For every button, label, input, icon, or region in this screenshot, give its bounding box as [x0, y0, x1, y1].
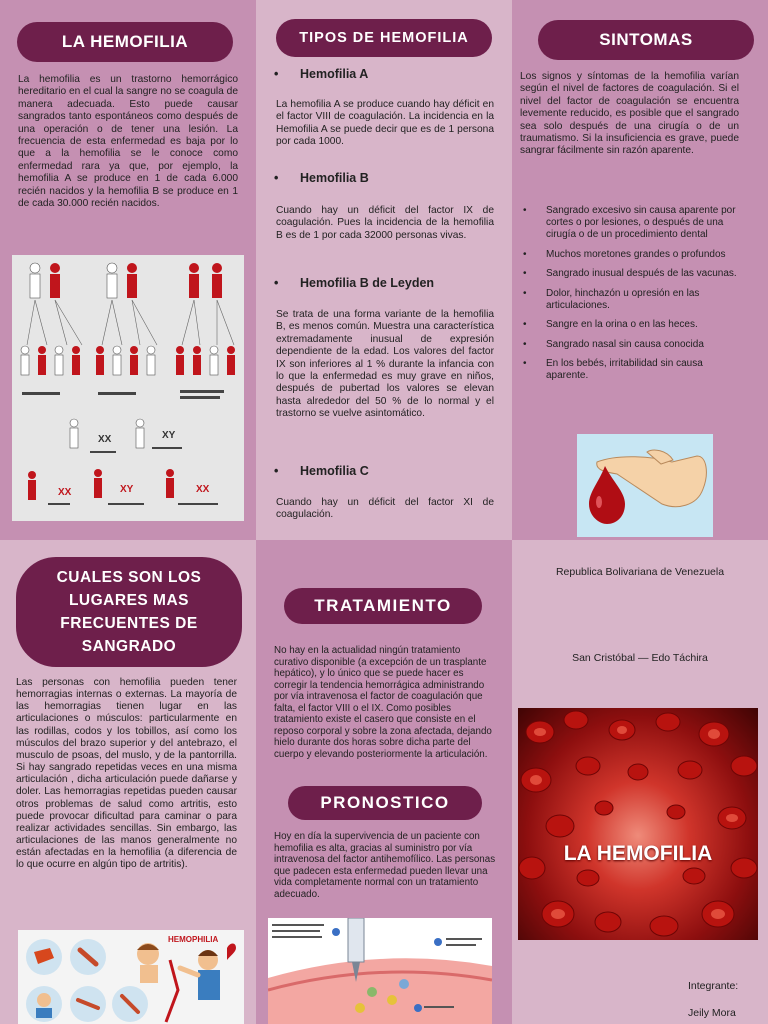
type-heading-b-label: Hemofilia B: [300, 171, 369, 185]
lugares-description: Las personas con hemofilia pueden tener hemorragias internas o externas. La mayoría de las hemorragias tienen lugar en las articulaciones o músculos: particularmente en las rodillas, codos y los tobillos, así como los músculos del brazo superior y del antebrazo, el musculo de psoas, del muslo, y de la pantorrilla. Si hay sangrado repetidas veces en una misma articulación , dicha articulación puede dañarse y doler. Las hemorragias repetidas pueden causar otros problemas de salud como artritis, esto puede provocar dificultad para caminar o para realizar actividades sencillas. Sin embargo, las articulaciones de las manos generalmente no están afectadas en la hemofilia (a diferencia de lo que ocurre en algún tipo de artritis).: [16, 677, 237, 871]
pedigree-illustration: [12, 255, 244, 521]
chromosome-label-xy-affected: XY: [120, 484, 134, 495]
blood-drop-icon: [577, 434, 713, 537]
inheritance-pedigree-figure: [12, 255, 244, 521]
symptom-list: [520, 205, 742, 390]
type-heading-c-label: Hemofilia C: [300, 464, 369, 478]
hemofilia-description: La hemofilia es un trastorno hemorrágico hereditario en el cual la sangre no se coagula de manera adecuada. Esto puede causar sangrados tanto espontáneos como después de una operación o de tener una lesión. La frecuencia de esta enfermedad es baja por lo que a la hemofilia se le conoce como enfermedad rara ya que, por ejemplo, la hemofilia A se produce en 1 de cada 6.000 recién nacidos y la hemofilia B se produce en 1 de cada 30.000 recién nacidos.: [18, 74, 238, 210]
symptom-item: • Sangrado inusual después de las vacunas.: [520, 268, 742, 280]
type-heading-leyden: • Hemofilia B de Leyden: [274, 276, 435, 290]
panel-tipos-de-hemofilia: [256, 0, 512, 540]
panel-cover: [512, 540, 768, 1024]
blood-cells-cover-image: [518, 708, 758, 940]
chromosome-label-xx-carrier: XX: [58, 487, 72, 498]
type-heading-leyden-label: Hemofilia B de Leyden: [300, 276, 435, 290]
hemophilia-label: HEMOPHILIA: [168, 935, 219, 944]
integrante-label: Integrante:: [688, 980, 739, 992]
section-title-sintomas: SINTOMAS: [538, 20, 754, 60]
type-heading-a-label: Hemofilia A: [300, 67, 369, 81]
section-title-tipos: TIPOS DE HEMOFILIA: [276, 19, 492, 57]
type-text-a: La hemofilia A se produce cuando hay déficit en el factor VIII de coagulación. La incidencia en la Hemofilia A se puede decir que es de 1 persona por cada 1000.: [276, 99, 494, 148]
type-text-c: Cuando hay un déficit del factor XI de coagulación.: [276, 497, 494, 521]
symptom-item: • Sangrado excesivo sin causa aparente por cortes o por lesiones, o después de una cirugía o de un procedimiento dental: [520, 205, 742, 241]
symptom-item: • Muchos moretones grandes o profundos: [520, 249, 742, 261]
tratamiento-description: No hay en la actualidad ningún tratamiento curativo disponible (a excepción de un trasplante hepático), y lo único que se puede hacer es corregir la tendencia hemorrágica administrando por vía intravenosa el factor de coagulación que falta, el factor VIII o el IX. Como posibles tratamiento existe el casero que consiste en el reposo corporal y sobre la zona afectada, dejando hielo durante dos horas sobre dicha parte del cuerpo y elevando posteriormente la articulación.: [274, 645, 492, 760]
type-text-leyden: Se trata de una forma variante de la hemofilia B, es menos común. Muestra una característica extremadamente inusual de expresión dependiente de la edad. Los valores del factor IX son inferiores al 1 % durante la infancia con lo que la enfermedad es muy grave en niños, después de pubertad los valores se elevan hasta alrededor del 50 % de lo normal y el trastorno se vuelve asintomático.: [276, 309, 494, 420]
panel-sintomas: [512, 0, 768, 540]
panel-tratamiento-pronostico: [256, 540, 512, 1024]
city-label: San Cristóbal — Edo Táchira: [572, 652, 708, 664]
country-label: Republica Bolivariana de Venezuela: [555, 566, 725, 578]
cover-title: LA HEMOFILIA: [563, 842, 713, 865]
type-text-b: Cuando hay un déficit del factor IX de coagulación. Pues la incidencia de la hemofilia B es de 1 por cada 32000 personas vivas.: [276, 205, 494, 241]
hemophilia-icons-illustration: [18, 930, 244, 1024]
section-title-lugares-text: CUALES SON LOS LUGARES MAS FRECUENTES DE SANGRADO: [56, 569, 202, 655]
section-title-lugares: [16, 557, 242, 667]
section-title-tratamiento: TRATAMIENTO: [284, 588, 482, 624]
treatment-diagram-illustration: [268, 918, 492, 1024]
symptom-item: • Sangrado nasal sin causa conocida: [520, 339, 742, 351]
pronostico-description: Hoy en día la supervivencia de un paciente con hemofilia es alta, gracias al suministro por vía intravenosa del factor antihemofílico. Las personas que padecen esta enfermedad pueden llevar una vida completamente normal con un tratamiento adecuado.: [274, 831, 496, 900]
sintomas-intro: Los signos y síntomas de la hemofilia varían según el nivel de factores de coagulación. Si el nivel del factor de coagulación se encuentra levemente reducido, es posible que el sangrado sea solo después de una cirugía o de un traumatismo. Si la insuficiencia es grave, puede sangrar fácilmente sin razón aparente.: [520, 71, 739, 157]
section-title-la-hemofilia: LA HEMOFILIA: [17, 22, 233, 62]
symptom-item: • En los bebés, irritabilidad sin causa aparente.: [520, 358, 742, 382]
hemophilia-symptoms-illustration: [18, 930, 244, 1024]
section-title-pronostico: PRONOSTICO: [288, 786, 482, 820]
red-blood-cells-illustration: [518, 708, 758, 940]
integrante-name: Jeily Mora: [688, 1007, 736, 1019]
type-heading-c: • Hemofilia C: [274, 464, 369, 478]
chromosome-label-xx: XX: [98, 434, 112, 445]
chromosome-label-xy: XY: [162, 430, 176, 441]
symptom-item: • Sangre en la orina o en las heces.: [520, 319, 742, 331]
type-heading-b: • Hemofilia B: [274, 171, 369, 185]
type-heading-a: • Hemofilia A: [274, 67, 369, 81]
panel-la-hemofilia: [0, 0, 256, 540]
factor-infusion-diagram: [268, 918, 492, 1024]
panel-lugares-sangrado: [0, 540, 256, 1024]
chromosome-label-xx-affected: XX: [196, 484, 210, 495]
finger-blood-drop-illustration: [577, 434, 713, 537]
symptom-item: • Dolor, hinchazón u opresión en las articulaciones.: [520, 288, 742, 312]
